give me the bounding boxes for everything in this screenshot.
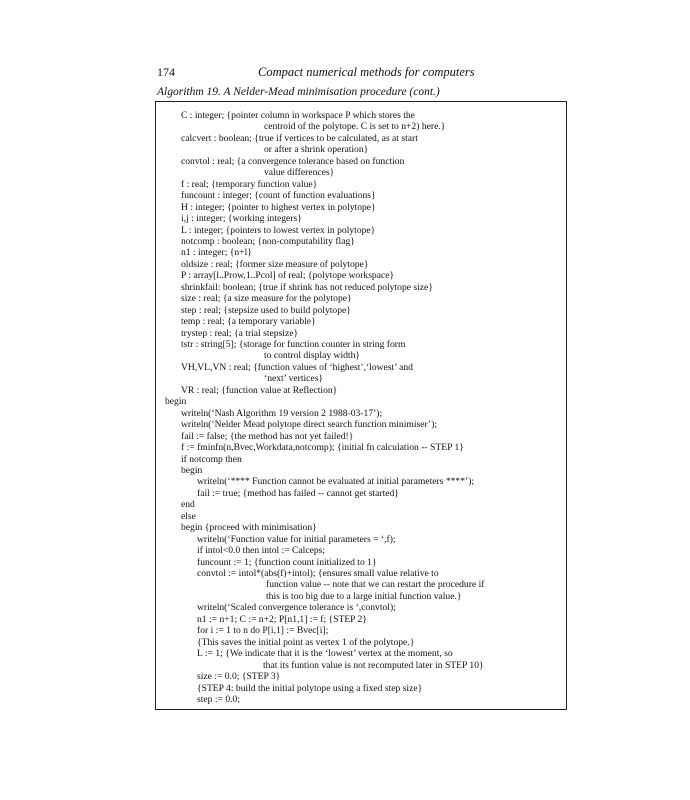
code-line: to control display width} (264, 350, 361, 362)
code-line: begin {proceed with minimisation} (181, 522, 317, 534)
code-line: oldsize : real; {former size measure of polytope} (181, 258, 369, 270)
code-line: for i := 1 to n do P[i,1] := Bvec[i]; (197, 625, 329, 637)
code-line: writeln(‘**** Function cannot be evaluated at initial parameters ****’); (197, 476, 475, 488)
page-number: 174 (157, 65, 175, 79)
code-line: step := 0.0; (197, 693, 240, 705)
code-line: writeln(‘Scaled convergence tolerance is ‘,convtol); (197, 602, 396, 614)
code-line: f := fminfn(n,Bvec,Workdata,notcomp); {initial fn calculation -- STEP 1} (181, 442, 464, 454)
code-line: C : integer; {pointer column in workspace P which stores the (181, 110, 415, 121)
code-line: P : array[l..Prow,1..Pcol] of real; {polytope workspace} (181, 270, 395, 282)
code-line: notcomp : boolean; {non-computability flag} (181, 235, 355, 247)
code-line: step : real; {stepsize used to build polytope} (181, 304, 351, 316)
code-line: writeln(‘Nelder Mead polytope direct search function minimiser’); (181, 419, 438, 431)
code-line: n1 := n+1; C := n+2; P[n1,1] := f; {STEP 2} (197, 613, 367, 625)
code-line: tstr : string[5]; {storage for function counter in string form (181, 339, 406, 350)
code-line: this is too big due to a large initial function value.} (266, 590, 462, 602)
code-line: funcount : integer; {count of function evaluations} (181, 190, 376, 202)
running-title: Compact numerical methods for computers (258, 65, 475, 79)
code-line: funcount := 1; {function count initialized to 1} (197, 556, 377, 568)
code-line: shrinkfail: boolean; {true if shrink has not reduced polytope size} (181, 281, 433, 293)
code-line: that its funtion value is not recomputed later in STEP 10} (263, 659, 484, 671)
code-line: temp : real; {a temporary variable} (181, 316, 316, 328)
code-line: else (181, 510, 196, 522)
code-line: or after a shrink operation} (264, 144, 369, 156)
code-listing-box (155, 101, 567, 710)
code-line: {This saves the initial point as vertex 1 of the polytope.} (197, 636, 415, 648)
code-line: if intol<0.0 then intol := Calceps; (197, 545, 326, 557)
code-line: function value -- note that we can restart the procedure if (266, 579, 485, 591)
code-line: trystep : real; {a trial stepsize} (181, 327, 299, 339)
code-line: end (181, 499, 195, 511)
code-line: size : real; {a size measure for the polytope} (181, 293, 352, 305)
code-line: i,j : integer; {working integers} (181, 213, 302, 225)
code-line: value differences} (264, 167, 335, 179)
code-line: calcvert : boolean; {true if vertices to be calculated, as at start (181, 132, 418, 144)
code-line: H : integer; {pointer to highest vertex in polytope} (181, 201, 376, 213)
code-listing (156, 102, 566, 709)
algorithm-caption: Algorithm 19. A Nelder-Mead minimisation procedure (cont.) (157, 86, 440, 98)
code-line: fail := true; {method has failed -- cannot get started} (197, 487, 399, 499)
code-line: begin (181, 464, 203, 476)
code-line: {STEP 4: build the initial polytope using a fixed step size} (197, 682, 423, 694)
code-line: convtol : real; {a convergence tolerance based on function (181, 155, 405, 167)
code-line: begin (165, 396, 187, 408)
code-line: if notcomp then (181, 453, 242, 465)
code-line: convtol := intol*(abs(f)+intol); {ensures small value relative to (197, 568, 439, 579)
code-line: ‘next’ vertices} (264, 373, 324, 385)
code-line: L := 1; {We indicate that it is the ‘lowest’ vertex at the moment, so (197, 648, 453, 660)
code-line: writeln(‘Function value for initial parameters = ‘,f); (197, 533, 396, 545)
code-line: centroid of the polytope. C is set to n+2) here.} (264, 121, 446, 133)
code-line: VH,VL,VN : real; {function values of ‘highest’,‘lowest’ and (181, 361, 413, 373)
code-line: f : real; {temporary function value} (181, 178, 318, 190)
code-line: n1 : integer; {n+l} (181, 247, 252, 259)
code-line: fail := false; {the method has not yet failed!} (181, 430, 354, 442)
code-line: size := 0.0; {STEP 3} (197, 671, 281, 683)
code-line: VR : real; {function value at Reflection} (181, 384, 338, 396)
code-line: L : integer; {pointers to lowest vertex in polytope} (181, 224, 376, 236)
code-line: writeln(‘Nash Algorithm 19 version 2 1988-03-17’); (181, 407, 383, 419)
